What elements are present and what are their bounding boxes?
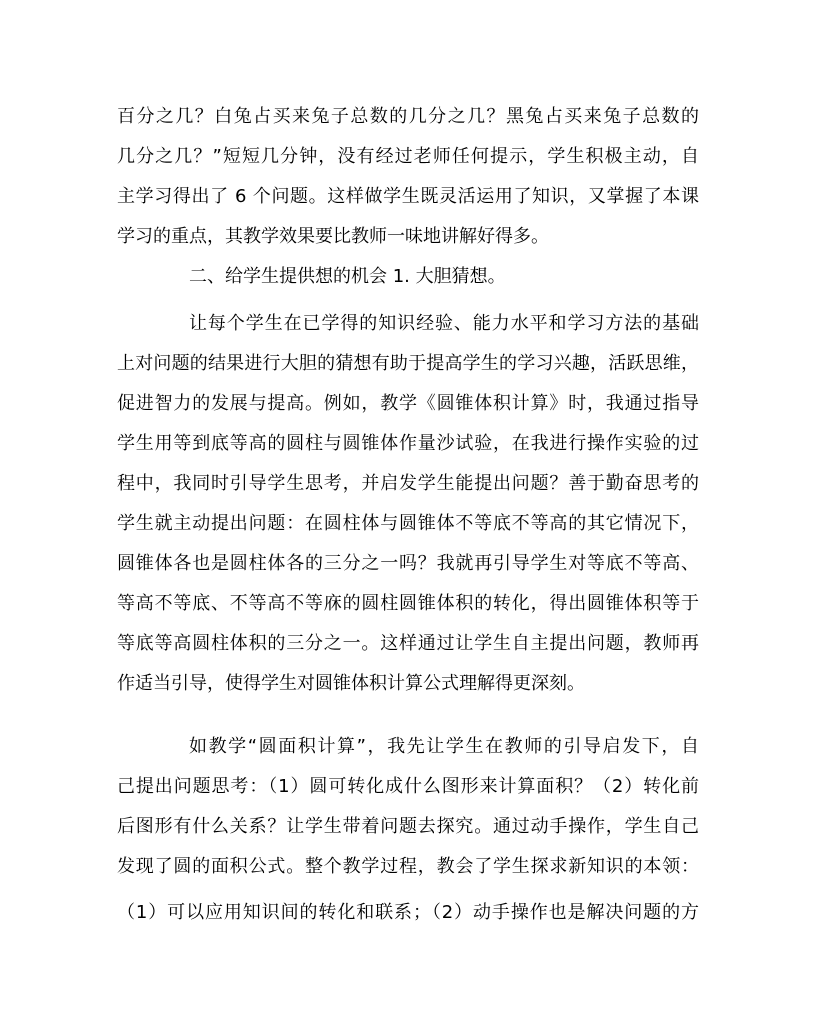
section-heading: 二、给学生提供想的机会 1. 大胆猜想。 xyxy=(189,266,506,287)
text-line-3: 主学习得出了 6 个问题。这样做学生既灵活运用了知识，又掌握了本课 xyxy=(117,186,699,207)
text-line-19: 发现了圆的面积公式。整个教学过程，教会了学生探求新知识的本领： xyxy=(117,856,699,877)
text-line-18: 后图形有什么关系？让学生带着问题去探究。通过动手操作，学生自己 xyxy=(117,816,699,837)
text-line-17: 己提出问题思考：（1）圆可转化成什么图形来计算面积？（2）转化前 xyxy=(117,776,699,797)
text-line-16: 如教学“圆面积计算”，我先让学生在教师的引导启发下，自 xyxy=(189,736,699,757)
text-line-12: 圆锥体各也是圆柱体各的三分之一吗？我就再引导学生对等底不等高、 xyxy=(117,553,699,574)
text-line-20: （1）可以应用知识间的转化和联系；（2）动手操作也是解决问题的方 xyxy=(117,902,699,923)
text-line-7: 上对问题的结果进行大胆的猜想有助于提高学生的学习兴趣，活跃思维， xyxy=(117,353,699,374)
text-line-14: 等底等高圆柱体积的三分之一。这样通过让学生自主提出问题，教师再 xyxy=(117,633,699,654)
text-line-4: 学习的重点，其教学效果要比教师一味地讲解好得多。 xyxy=(117,226,549,247)
text-line-13: 等高不等底、不等高不等庥的圆柱圆锥体积的转化，得出圆锥体积等于 xyxy=(117,593,699,614)
text-line-1: 百分之几？白兔占买来兔子总数的几分之几？黑兔占买来兔子总数的 xyxy=(117,106,699,127)
text-line-6: 让每个学生在已学得的知识经验、能力水平和学习方法的基础 xyxy=(189,313,699,334)
text-line-11: 学生就主动提出问题：在圆柱体与圆锥体不等底不等高的其它情况下， xyxy=(117,513,699,534)
text-line-15: 作适当引导，使得学生对圆锥体积计算公式理解得更深刻。 xyxy=(117,673,585,694)
text-line-10: 程中，我同时引导学生思考，并启发学生能提出问题？善于勤奋思考的 xyxy=(117,473,699,494)
text-line-2: 几分之几？”短短几分钟，没有经过老师任何提示，学生积极主动，自 xyxy=(117,146,699,167)
text-line-9: 学生用等到底等高的圆柱与圆锥体作量沙试验，在我进行操作实验的过 xyxy=(117,433,699,454)
text-line-8: 促进智力的发展与提高。例如，教学《圆锥体积计算》时，我通过指导 xyxy=(117,393,699,414)
